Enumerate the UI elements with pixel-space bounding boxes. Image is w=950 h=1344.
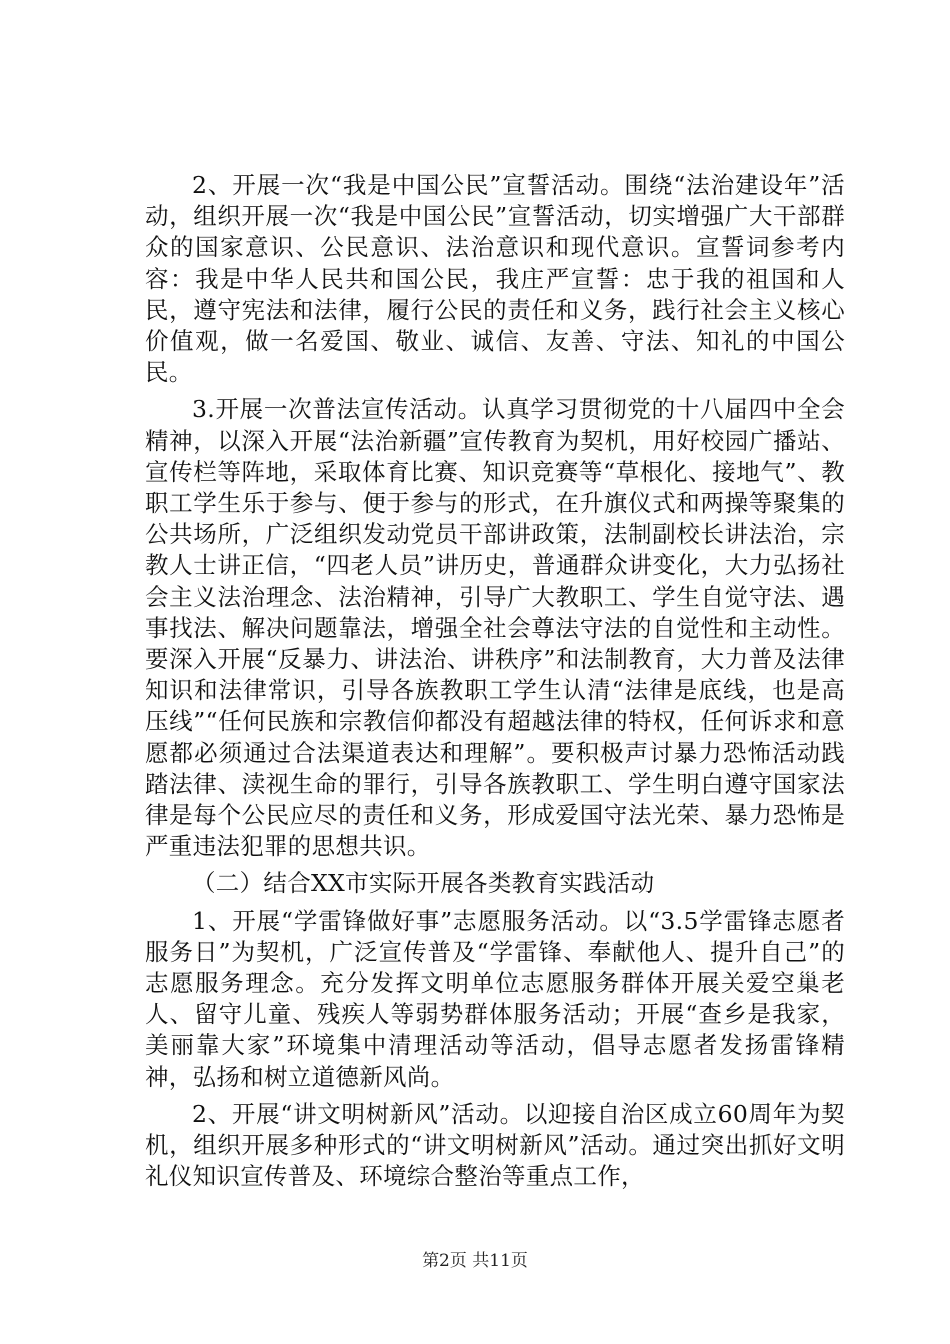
document-body	[145, 170, 845, 1199]
paragraph-law-publicity: 3.开展一次普法宣传活动。认真学习贯彻党的十八届四中全会精神，以深入开展“法治新疆”宣传教育为契机，用好校园广播站、宣传栏等阵地，采取体育比赛、知识竞赛等“草根化、接地气”、教职工学生乐于参与、便于参与的形式，在升旗仪式和两操等聚集的公共场所，广泛组织发动党员干部讲政策，法制副校长讲法治，宗教人士讲正信，“四老人员”讲历史，普通群众讲变化，大力弘扬社会主义法治理念、法治精神，引导广大教职工、学生自觉守法、遇事找法、解决问题靠法，增强全社会尊法守法的自觉性和主动性。要深入开展“反暴力、讲法治、讲秩序”和法制教育，大力普及法律知识和法律常识，引导各族教职工学生认清“法律是底线，也是高压线”“任何民族和宗教信仰都没有超越法律的特权，任何诉求和意愿都必须通过合法渠道表达和理解”。要积极声讨暴力恐怖活动践踏法律、渎视生命的罪行，引导各族教职工、学生明白遵守国家法律是每个公民应尽的责任和义务，形成爱国守法光荣、暴力恐怖是严重违法犯罪的思想共识。	[145, 395, 845, 861]
paragraph-volunteer-service: 1、开展“学雷锋做好事”志愿服务活动。以“3.5学雷锋志愿者服务日”为契机，广泛宣传普及“学雷锋、奉献他人、提升自己”的志愿服务理念。充分发挥文明单位志愿服务群体开展关爱空巢老人、留守儿童、残疾人等弱势群体服务活动；开展“查乡是我家，美丽靠大家”环境集中清理活动等活动，倡导志愿者发扬雷锋精神，弘扬和树立道德新风尚。	[145, 906, 845, 1091]
section-heading: （二）结合XX市实际开展各类教育实践活动	[192, 869, 655, 898]
paragraph-oath-activity: 2、开展一次“我是中国公民”宣誓活动。围绕“法治建设年”活动，组织开展一次“我是中国公民”宣誓活动，切实增强广大干部群众的国家意识、公民意识、法治意识和现代意识。宣誓词参考内容：我是中华人民共和国公民，我庄严宣誓：忠于我的祖国和人民，遵守宪法和法律，履行公民的责任和义务，践行社会主义核心价值观，做一名爱国、敬业、诚信、友善、守法、知礼的中国公民。	[145, 171, 845, 387]
page-number-footer: 第2页 共11页	[422, 1251, 528, 1271]
paragraph-civilization-activity: 2、开展“讲文明树新风”活动。以迎接自治区成立60周年为契机，组织开展多种形式的“讲文明树新风”活动。通过突出抓好文明礼仪知识宣传普及、环境综合整治等重点工作，	[145, 1099, 845, 1191]
